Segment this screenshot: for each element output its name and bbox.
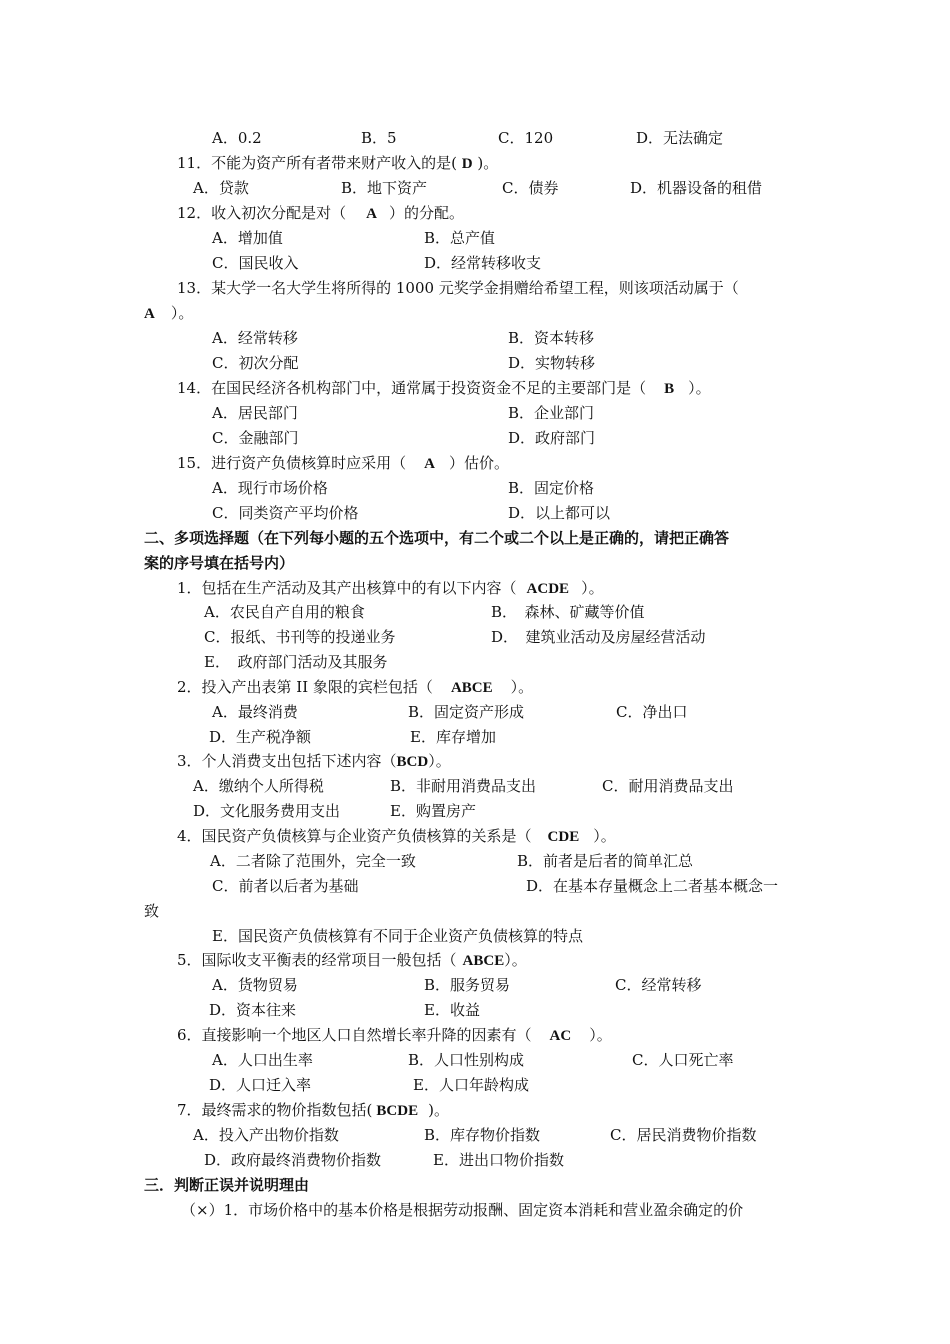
q13-option-c: C．初次分配 (212, 354, 299, 372)
q13-option-b: B．资本转移 (508, 329, 595, 347)
q12-stem: 12．收入初次分配是对（ (177, 204, 347, 222)
m5-stem: 5．国际收支平衡表的经常项目一般包括（ (177, 951, 457, 969)
m3-option-c: C．耐用消费品支出 (602, 777, 734, 795)
m7-option-a: A．投入产出物价指数 (193, 1126, 339, 1144)
m7-option-b: B．库存物价指数 (424, 1126, 541, 1144)
m2-stem: 2．投入产出表第 II 象限的宾栏包括（ (177, 678, 433, 696)
m7-question (177, 1100, 449, 1121)
m5-option-e: E．收益 (424, 1001, 480, 1019)
m3-stem: 3．个人消费支出包括下述内容（ (177, 752, 397, 770)
m3-question (177, 751, 451, 772)
m5-answer: ABCE (462, 953, 505, 969)
q10-option-a: A．0.2 (212, 129, 262, 147)
m5-stem-end: ）。 (504, 951, 527, 969)
m3-option-a: A．缴纳个人所得税 (193, 777, 324, 795)
m4-option-e: E．国民资产负债核算有不同于企业资产负债核算的特点 (212, 927, 583, 945)
m4-option-a: A．二者除了范围外，完全一致 (210, 852, 416, 870)
q15-option-d: D．以上都可以 (508, 504, 611, 522)
m6-answer: AC (549, 1028, 572, 1044)
q10-option-c: C．120 (498, 129, 554, 147)
section-2-heading: 二、多项选择题（在下列每小题的五个选项中，有二个或二个以上是正确的，请把正确答 (144, 529, 730, 547)
m3-option-d: D．文化服务费用支出 (193, 802, 341, 820)
q11-stem-end: )。 (477, 154, 499, 172)
m1-option-b: B． 森林、矿藏等价值 (491, 603, 645, 621)
q13-option-a: A．经常转移 (212, 329, 298, 347)
m2-stem-end: ）。 (510, 678, 534, 696)
m6-stem-end: ）。 (589, 1026, 612, 1044)
m1-stem-end: ）。 (581, 579, 604, 597)
m3-stem-end: ）。 (428, 752, 451, 770)
m6-stem: 6．直接影响一个地区人口自然增长率升降的因素有（ (177, 1026, 532, 1044)
q11-question (177, 153, 498, 174)
m7-answer: BCDE (376, 1103, 419, 1119)
m3-option-b: B．非耐用消费品支出 (390, 777, 537, 795)
m3-answer: BCD (396, 754, 429, 770)
q13-question: 13．某大学一名大学生将所得的 1000 元奖学金捐赠给希望工程，则该项活动属于（ (177, 279, 739, 297)
m6-option-d: D．人口迁入率 (209, 1076, 312, 1094)
m1-answer: ACDE (526, 581, 570, 597)
q14-stem: 14．在国民经济各机构部门中，通常属于投资资金不足的主要部门是（ (177, 379, 647, 397)
q15-stem-end: ）估价。 (448, 454, 509, 472)
q11-option-b: B．地下资产 (341, 179, 428, 197)
m5-option-a: A．货物贸易 (212, 976, 298, 994)
m4-question (177, 826, 616, 847)
m5-option-b: B．服务贸易 (424, 976, 511, 994)
q14-answer: B (664, 381, 675, 397)
m1-option-a: A．农民自产自用的粮食 (204, 603, 365, 621)
m7-stem-end: )。 (428, 1101, 449, 1119)
m6-option-b: B．人口性别构成 (408, 1051, 525, 1069)
m4-stem: 4．国民资产负债核算与企业资产负债核算的关系是（ (177, 827, 532, 845)
section-2-heading-cont: 案的序号填在括号内） (144, 554, 295, 572)
q11-option-a: A．贷款 (193, 179, 249, 197)
q14-option-d: D．政府部门 (508, 429, 596, 447)
section-3-heading: 三．判断正误并说明理由 (144, 1176, 310, 1194)
m7-option-e: E．进出口物价指数 (433, 1151, 564, 1169)
m2-option-a: A．最终消费 (212, 703, 298, 721)
m5-option-d: D．资本往来 (209, 1001, 297, 1019)
q14-option-b: B．企业部门 (508, 404, 595, 422)
m4-option-d-cont: 致 (144, 902, 160, 920)
m4-option-d: D．在基本存量概念上二者基本概念一 (526, 877, 779, 895)
q12-option-a: A．增加值 (212, 229, 283, 247)
q14-question (177, 378, 711, 399)
m2-answer: ABCE (450, 680, 493, 696)
q11-answer: D (461, 156, 473, 172)
q14-option-a: A．居民部门 (212, 404, 298, 422)
q14-option-c: C．金融部门 (212, 429, 299, 447)
m3-option-e: E．购置房产 (390, 802, 476, 820)
q13-question-cont (144, 303, 193, 324)
m2-option-b: B．固定资产形成 (408, 703, 525, 721)
q14-stem-end: ）。 (688, 379, 711, 397)
m4-option-b: B．前者是后者的简单汇总 (517, 852, 694, 870)
q12-question (177, 203, 464, 224)
m2-option-c: C．净出口 (616, 703, 688, 721)
q11-option-c: C．债券 (502, 179, 559, 197)
q11-option-d: D．机器设备的租借 (630, 179, 763, 197)
m6-option-a: A．人口出生率 (212, 1051, 313, 1069)
q12-option-d: D．经常转移收支 (424, 254, 542, 272)
t1-statement: （×）1．市场价格中的基本价格是根据劳动报酬、固定资本消耗和营业盈余确定的价 (181, 1201, 744, 1219)
m1-stem: 1．包括在生产活动及其产出核算中的有以下内容（ (177, 579, 517, 597)
m7-option-d: D．政府最终消费物价指数 (204, 1151, 382, 1169)
q13-answer: A (144, 306, 155, 322)
m1-option-d: D． 建筑业活动及房屋经营活动 (491, 628, 706, 646)
m4-option-c: C．前者以后者为基础 (212, 877, 359, 895)
q10-option-d: D．无法确定 (636, 129, 724, 147)
q15-answer: A (424, 456, 435, 472)
q15-option-c: C．同类资产平均价格 (212, 504, 359, 522)
q13-option-d: D．实物转移 (508, 354, 596, 372)
m1-option-c: C．报纸、书刊等的投递业务 (204, 628, 396, 646)
q13-stem-end: ）。 (170, 304, 194, 322)
q10-option-b: B．5 (361, 129, 397, 147)
m7-stem: 7．最终需求的物价指数包括( (177, 1101, 373, 1119)
m6-option-e: E．人口年龄构成 (413, 1076, 529, 1094)
q11-stem: 11．不能为资产所有者带来财产收入的是( (177, 154, 457, 172)
q15-option-a: A．现行市场价格 (212, 479, 328, 497)
m7-option-c: C．居民消费物价指数 (610, 1126, 757, 1144)
m6-option-c: C．人口死亡率 (632, 1051, 734, 1069)
m4-answer: CDE (547, 829, 580, 845)
q15-stem: 15．进行资产负债核算时应采用（ (177, 454, 407, 472)
q12-option-c: C．国民收入 (212, 254, 299, 272)
m2-option-d: D．生产税净额 (209, 728, 312, 746)
m1-question (177, 578, 604, 599)
q12-option-b: B．总产值 (424, 229, 496, 247)
q12-stem-end: ）的分配。 (388, 204, 464, 222)
m5-option-c: C．经常转移 (615, 976, 702, 994)
m6-question (177, 1025, 612, 1046)
m2-question (177, 677, 533, 698)
m4-stem-end: ）。 (593, 827, 616, 845)
q15-question (177, 453, 509, 474)
q12-answer: A (366, 206, 377, 222)
m1-option-e: E． 政府部门活动及其服务 (204, 653, 388, 671)
q15-option-b: B．固定价格 (508, 479, 595, 497)
m5-question (177, 950, 527, 971)
m2-option-e: E．库存增加 (410, 728, 496, 746)
